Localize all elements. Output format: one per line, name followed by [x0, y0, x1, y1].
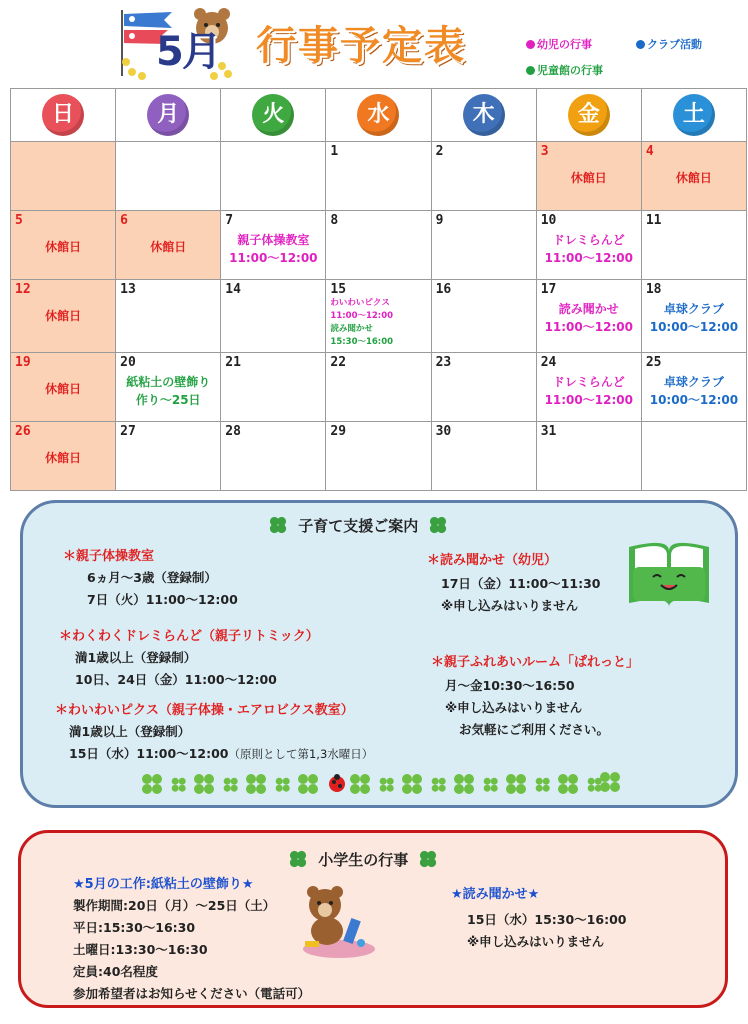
calendar-day-cell	[221, 142, 326, 211]
storytelling-line: 15日（水）15:30～16:00	[467, 912, 627, 927]
calendar-week-row	[11, 280, 747, 352]
weekday-cell	[536, 89, 641, 142]
bear-crafting-icon	[295, 883, 377, 959]
calendar-event: 11:00～12:00	[229, 251, 318, 266]
calendar-table	[10, 88, 747, 491]
program-line: ※申し込みはいりません	[445, 700, 583, 715]
legend-item-childrens-hall	[526, 62, 603, 78]
support-panel-heading	[269, 515, 447, 536]
book-character-icon	[623, 537, 715, 611]
weekday-cell	[326, 89, 431, 142]
page-title: 行事予定表	[256, 23, 466, 69]
day-number: 16	[435, 282, 452, 298]
day-number: 15	[330, 282, 347, 298]
day-number: 20	[120, 354, 136, 370]
calendar-day-cell	[641, 142, 746, 211]
clover-icon	[269, 516, 287, 534]
calendar-day-cell	[536, 142, 641, 211]
closed-day-label: 休館日	[675, 171, 712, 186]
clover-row-decoration	[141, 771, 621, 797]
calendar-day-cell	[116, 352, 221, 421]
day-number: 24	[540, 354, 557, 370]
program-line: 満1歳以上（登録制）	[75, 650, 197, 665]
legend-label: 幼児の行事	[537, 38, 592, 51]
calendar-event-small: わいわいピクス	[330, 298, 390, 309]
calendar-day-cell	[326, 280, 431, 352]
program-line: お気軽にご利用ください。	[459, 722, 610, 737]
calendar-day-cell	[641, 352, 746, 421]
weekday-header-row	[11, 89, 747, 142]
calendar-day-cell	[221, 211, 326, 280]
day-number: 11	[645, 213, 662, 229]
program-line: 満1歳以上（登録制）	[69, 724, 191, 739]
calendar-day-cell	[641, 421, 746, 490]
calendar-event: 紙粘土の壁飾り	[126, 374, 211, 389]
calendar-day-cell	[116, 142, 221, 211]
calendar-week-row	[11, 352, 747, 421]
day-number: 29	[330, 423, 347, 439]
elementary-panel-heading	[289, 849, 437, 870]
calendar-event: 卓球クラブ	[663, 374, 724, 389]
clover-icon	[289, 850, 307, 868]
craft-line: 定員:40名程度	[73, 964, 158, 979]
calendar-event-small: 読み聞かせ	[330, 324, 373, 335]
calendar-day-cell	[641, 211, 746, 280]
calendar-day-cell	[116, 421, 221, 490]
weekday-cell	[116, 89, 221, 142]
calendar-event: 11:00～12:00	[544, 392, 633, 407]
closed-day-label: 休館日	[45, 450, 82, 465]
storytelling-event	[451, 883, 626, 950]
weekday-tue: 火	[252, 94, 294, 136]
calendar-day-cell	[326, 211, 431, 280]
calendar-day-cell	[11, 142, 116, 211]
calendar-day-cell	[221, 421, 326, 490]
calendar-day-cell	[11, 211, 116, 280]
program-line: ※申し込みはいりません	[441, 598, 579, 613]
weekday-cell	[221, 89, 326, 142]
calendar-day-cell	[431, 142, 536, 211]
program-note: （原則として第1,3水曜日）	[228, 747, 374, 761]
storytelling-line: ※申し込みはいりません	[467, 934, 605, 949]
day-number: 25	[645, 354, 662, 370]
craft-event-title: ★5月の工作:紙粘土の壁飾り★	[73, 877, 254, 892]
calendar-day-cell	[431, 421, 536, 490]
day-number: 28	[225, 423, 241, 439]
calendar-event: 10:00～12:00	[649, 392, 739, 407]
program-title: ＊わくわくドレミらんど（親子リトミック）	[59, 629, 319, 644]
calendar-week-row	[11, 421, 747, 490]
calendar-event-small: 11:00～12:00	[330, 311, 394, 322]
day-number: 19	[15, 354, 31, 370]
weekday-fri: 金	[568, 94, 610, 136]
legend-label: クラブ活動	[647, 38, 702, 51]
day-number: 23	[435, 354, 452, 370]
day-number: 4	[645, 144, 654, 160]
calendar-day-cell	[536, 352, 641, 421]
support-panel-title: 子育て支援ご案内	[298, 517, 419, 535]
program-doremi-land	[59, 625, 319, 688]
calendar-day-cell	[11, 421, 116, 490]
calendar-day-cell	[11, 352, 116, 421]
legend-item-toddler	[526, 36, 592, 52]
day-number: 17	[540, 282, 557, 298]
program-line: 月～金10:30～16:50	[445, 678, 575, 693]
calendar-day-cell	[536, 421, 641, 490]
day-number: 7	[225, 213, 234, 229]
legend-dot-icon	[636, 40, 645, 49]
childcare-support-panel	[20, 500, 738, 808]
calendar-day-cell	[326, 142, 431, 211]
elementary-events-panel	[18, 830, 728, 1008]
program-line: 17日（金）11:00～11:30	[441, 576, 601, 591]
calendar-event: 11:00～12:00	[544, 320, 633, 335]
calendar-event: 10:00～12:00	[649, 320, 739, 335]
craft-event	[73, 873, 310, 1002]
calendar-day-cell	[431, 352, 536, 421]
calendar-body	[11, 142, 747, 491]
program-storytelling-toddler	[427, 549, 600, 614]
craft-line: 土曜日:13:30～16:30	[73, 942, 208, 957]
calendar-day-cell	[116, 211, 221, 280]
day-number	[646, 424, 742, 439]
weekday-mon: 月	[147, 94, 189, 136]
day-number: 10	[540, 213, 557, 229]
closed-day-label: 休館日	[150, 240, 187, 255]
calendar-event: ドレミらんど	[552, 374, 625, 389]
calendar-day-cell	[431, 211, 536, 280]
program-parent-child-gym	[63, 545, 238, 608]
day-number: 1	[330, 144, 339, 160]
calendar-day-cell	[116, 280, 221, 352]
calendar-event: ドレミらんど	[552, 233, 625, 248]
program-line: 6ヵ月～3歳（登録制）	[87, 570, 217, 585]
program-line-with-note	[69, 744, 373, 762]
calendar-event: 作り～25日	[135, 392, 201, 407]
program-title: ＊親子ふれあいルーム「ぱれっと」	[431, 655, 640, 670]
legend-dot-icon	[526, 40, 535, 49]
day-number: 26	[15, 423, 31, 439]
legend-label: 児童館の行事	[537, 64, 603, 77]
calendar-event: 読み聞かせ	[558, 302, 619, 317]
craft-line: 平日:15:30～16:30	[73, 920, 196, 935]
day-number	[225, 144, 321, 159]
day-number: 8	[330, 213, 339, 229]
weekday-cell	[641, 89, 746, 142]
elementary-panel-title: 小学生の行事	[318, 851, 409, 869]
program-waiwai-picks	[55, 699, 373, 762]
day-number	[120, 144, 216, 159]
calendar-day-cell	[431, 280, 536, 352]
calendar-day-cell	[641, 280, 746, 352]
calendar-week-row	[11, 211, 747, 280]
day-number: 2	[435, 144, 444, 160]
clover-icon	[429, 516, 447, 534]
day-number: 18	[645, 282, 662, 298]
weekday-cell	[11, 89, 116, 142]
calendar-day-cell	[326, 421, 431, 490]
storytelling-title: ★読み聞かせ★	[451, 887, 540, 902]
program-line: 15日（水）11:00～12:00	[69, 746, 229, 761]
closed-day-label: 休館日	[570, 171, 607, 186]
calendar-day-cell	[221, 280, 326, 352]
calendar-day-cell	[326, 352, 431, 421]
clover-icon	[419, 850, 437, 868]
day-number	[15, 144, 111, 159]
craft-line: 参加希望者はお知らせください（電話可）	[73, 986, 311, 1001]
day-number: 31	[540, 423, 557, 439]
calendar-event: 卓球クラブ	[663, 302, 724, 317]
legend-item-club	[636, 36, 702, 52]
day-number: 12	[15, 282, 31, 298]
calendar-event-small: 15:30～16:00	[330, 337, 394, 348]
calendar-day-cell	[221, 352, 326, 421]
calendar-day-cell	[11, 280, 116, 352]
program-line: 10日、24日（金）11:00～12:00	[75, 672, 277, 687]
program-palette-room	[431, 651, 639, 738]
closed-day-label: 休館日	[45, 381, 82, 396]
day-number: 13	[120, 282, 136, 298]
weekday-wed: 水	[357, 94, 399, 136]
calendar-event: 11:00～12:00	[544, 251, 633, 266]
day-number: 27	[120, 423, 136, 439]
craft-line: 製作期間:20日（月）～25日（土）	[73, 898, 276, 913]
day-number: 5	[15, 213, 23, 229]
program-title: ＊読み聞かせ（幼児）	[427, 553, 558, 568]
calendar-week-row	[11, 142, 747, 211]
calendar-day-cell	[536, 211, 641, 280]
day-number: 3	[540, 144, 549, 160]
day-number: 30	[435, 423, 452, 439]
legend-dot-icon	[526, 66, 535, 75]
weekday-sat: 土	[673, 94, 715, 136]
program-title: ＊わいわいピクス（親子体操・エアロビクス教室）	[55, 703, 354, 718]
program-title: ＊親子体操教室	[63, 549, 155, 564]
day-number: 14	[225, 282, 241, 298]
calendar-day-cell	[536, 280, 641, 352]
day-number: 21	[225, 354, 241, 370]
weekday-sun: 日	[42, 94, 84, 136]
day-number: 6	[120, 213, 128, 229]
program-line: 7日（火）11:00～12:00	[87, 592, 238, 607]
weekday-thu: 木	[463, 94, 505, 136]
day-number: 9	[435, 213, 444, 229]
month-label: 5月	[156, 29, 220, 75]
closed-day-label: 休館日	[45, 309, 82, 324]
calendar-event: 親子体操教室	[237, 233, 310, 248]
day-number: 22	[330, 354, 347, 370]
closed-day-label: 休館日	[45, 240, 82, 255]
weekday-cell	[431, 89, 536, 142]
